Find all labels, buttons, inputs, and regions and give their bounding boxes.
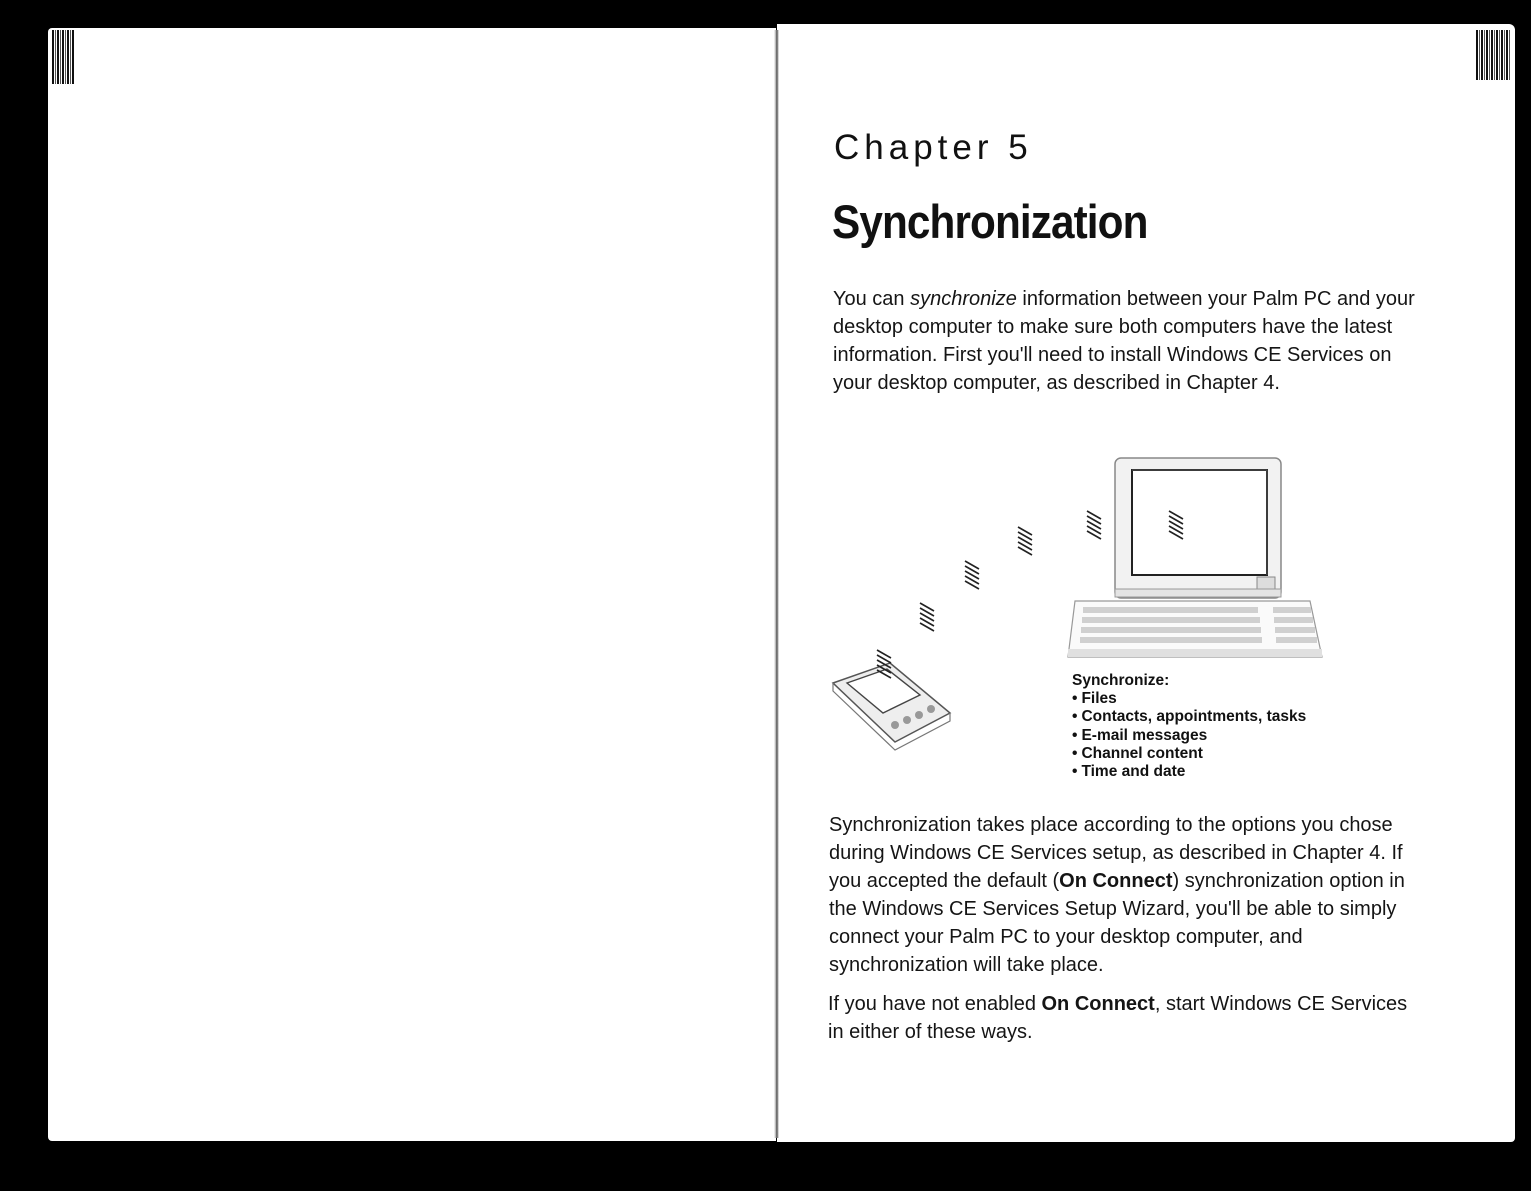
on-connect-term-2: On Connect (1041, 993, 1155, 1015)
caption-item-email: • E-mail messages (1072, 727, 1306, 745)
caption-item-contacts: • Contacts, appointments, tasks (1072, 708, 1306, 726)
on-connect-term: On Connect (1059, 870, 1173, 892)
caption-item-channel: • Channel content (1072, 745, 1306, 763)
intro-text-start: You can (833, 288, 911, 310)
caption-item-time: • Time and date (1072, 763, 1306, 781)
connect-text-end: , start Windows CE Services in either of these ways. (828, 993, 1408, 1043)
intro-paragraph (833, 285, 1423, 397)
left-page-blank (48, 28, 776, 1141)
connect-text-start: If you have not enabled (828, 993, 1042, 1015)
caption-item-files: • Files (1072, 690, 1306, 708)
intro-text-end: information between your Palm PC and your desktop computer to make sure both computers have the latest information. First you'll need to install Windows CE Services on your desktop computer, as described in Chapter 4. (833, 288, 1415, 394)
desktop-monitor-icon (1115, 458, 1281, 598)
book-gutter (774, 30, 779, 1138)
sync-text-start: Synchronization takes place according to the options you chose during Windows CE Services setup, as described in Chapter 4. If you accepted the default ( (829, 814, 1403, 892)
sync-paragraph (829, 811, 1419, 979)
palm-pc-icon (833, 663, 950, 750)
connect-paragraph (828, 990, 1418, 1046)
figure-caption (1072, 672, 1306, 781)
chapter-title: Synchronization (832, 195, 1148, 248)
caption-heading: Synchronize: (1072, 672, 1170, 689)
scan-edge-marks-right (1476, 30, 1510, 80)
scan-edge-marks-left (52, 30, 74, 84)
sync-text-end: ) synchronization option in the Windows CE Services Setup Wizard, you'll be able to simply connect your Palm PC to your desktop computer, and synchronization will take place. (829, 870, 1405, 976)
keyboard-icon (1068, 601, 1322, 657)
caption-list (1072, 690, 1306, 781)
chapter-label: Chapter 5 (834, 128, 1033, 167)
intro-emphasis: synchronize (910, 288, 1017, 310)
